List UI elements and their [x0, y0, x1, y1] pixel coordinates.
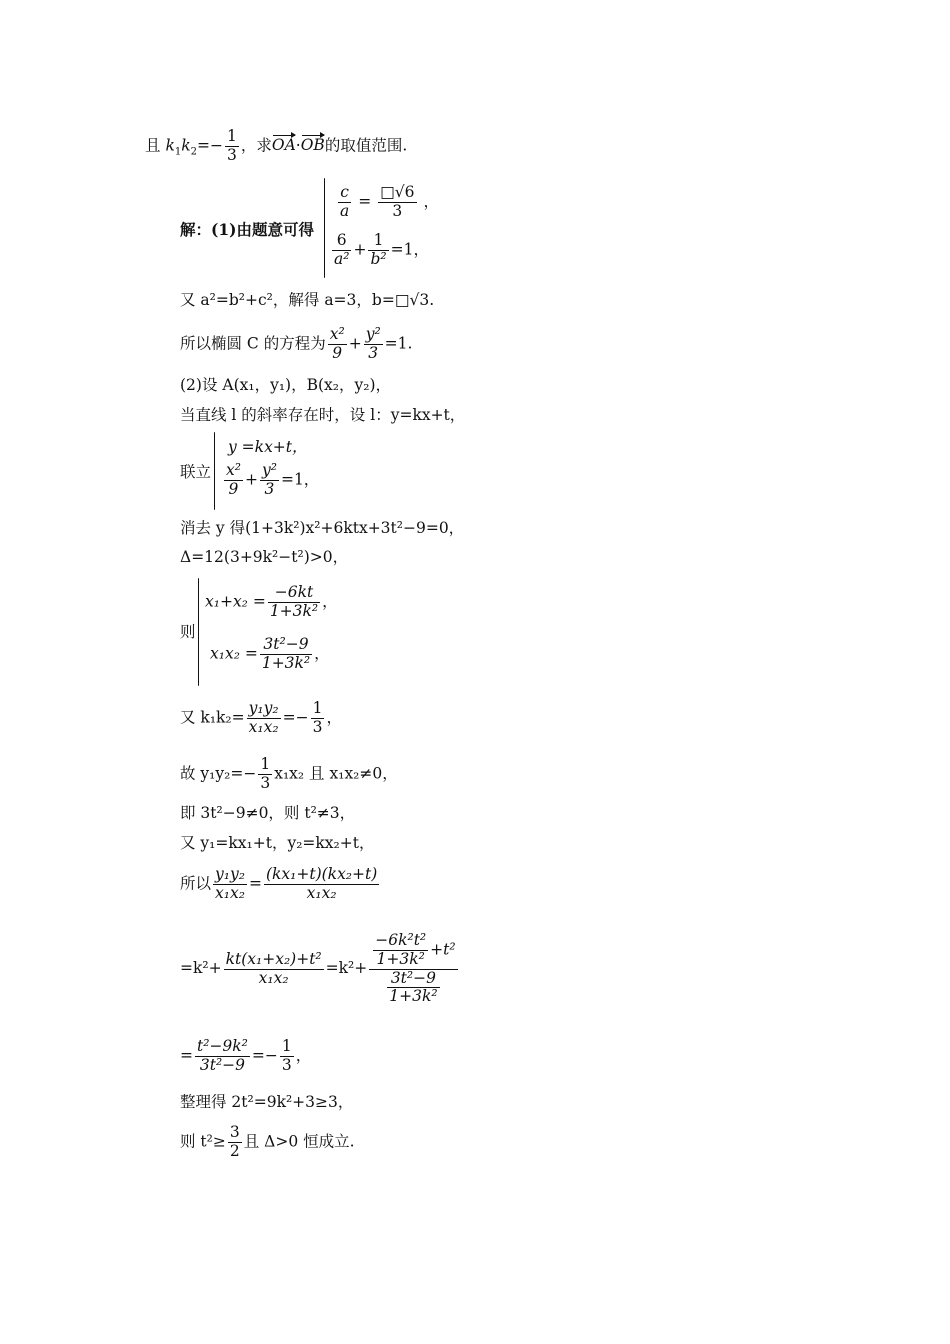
- plus: +: [348, 334, 362, 353]
- fraction: [224, 951, 324, 988]
- one-third: [280, 1038, 294, 1075]
- plus: +: [244, 470, 258, 489]
- den: x₁x₂: [248, 717, 279, 736]
- den: 3t²−9: [199, 1055, 246, 1074]
- y2-over-3: [364, 326, 383, 363]
- num: x²: [226, 461, 241, 479]
- six-over-a2: [332, 232, 351, 269]
- line-a2-equation: 又 a²=b²+c²，解得 a=3，b=□√3.: [180, 291, 435, 309]
- system3-row1: [205, 584, 338, 621]
- num: kt(x₁+x₂)+t²: [225, 949, 322, 968]
- den: 1+3k²: [376, 949, 425, 968]
- den: b²: [370, 249, 387, 268]
- tail: ，: [314, 644, 330, 663]
- num: 3t²−9: [387, 970, 439, 989]
- eq-sign: =−: [197, 136, 223, 155]
- lhs: x₁x₂ =: [210, 644, 258, 663]
- fraction: [195, 1038, 250, 1075]
- suoyi-line: [180, 866, 381, 903]
- k1-symbol: k: [165, 136, 175, 155]
- lhs: x₁+x₂ =: [205, 592, 266, 611]
- den: 1+3k²: [269, 601, 319, 620]
- expansion-line: [180, 932, 460, 1006]
- result-line: [180, 1038, 311, 1075]
- den: 3: [281, 1055, 292, 1074]
- pre: 则 t²≥: [180, 1132, 226, 1151]
- dot-product: ·: [295, 136, 301, 155]
- den: x₁x₂: [215, 883, 245, 902]
- post: 且 Δ>0 恒成立.: [243, 1132, 355, 1151]
- den: 1+3k²: [389, 987, 438, 1006]
- den: 1+3k²: [261, 653, 311, 672]
- tail: =1，: [390, 240, 429, 259]
- c-over-a: [338, 184, 351, 221]
- fraction: [268, 584, 320, 621]
- eq: =−: [251, 1046, 278, 1065]
- system2-row2: [222, 462, 319, 499]
- k1k2-line: [180, 700, 342, 737]
- frac-den: 3: [226, 145, 237, 164]
- num: (kx₁+t)(kx₂+t): [265, 865, 378, 883]
- slope-exists-line: 当直线 l 的斜率存在时，设 l：y=kx+t，: [180, 406, 466, 424]
- post: =1.: [384, 334, 413, 353]
- discriminant-line: Δ=12(3+9k²−t²)>0，: [180, 548, 349, 566]
- num: 6: [332, 232, 351, 251]
- text-mid: ，求: [240, 136, 272, 155]
- pre: =: [180, 1046, 193, 1065]
- den: 3: [264, 479, 275, 498]
- num: −6kt: [268, 584, 320, 603]
- k2-symbol: k: [181, 136, 191, 155]
- zhengli-line: 整理得 2t²=9k²+3≥3，: [180, 1093, 354, 1111]
- num: y²: [261, 461, 277, 479]
- eq: =k²+: [325, 959, 368, 978]
- num: t²−9k²: [197, 1037, 248, 1055]
- system1-row2: [330, 232, 429, 269]
- num: 3t²−9: [260, 636, 312, 655]
- x2-over-9: [224, 462, 243, 499]
- system1-row1: [336, 184, 439, 221]
- tail: +t²: [430, 940, 456, 959]
- system2-row1: y =kx+t，: [228, 438, 308, 456]
- tail: ，: [326, 708, 342, 727]
- root6-over-3: [378, 184, 416, 221]
- ze-label: 则: [180, 623, 196, 641]
- three-halves: [228, 1124, 242, 1161]
- ji-line: 即 3t²−9≠0，则 t²≠3，: [180, 804, 356, 822]
- den: a²: [334, 249, 350, 268]
- problem-condition-line: 且 $k_1k_2=-$ $\frac{1}{3}$ ，求OA·OB的取值范围.: [145, 127, 408, 164]
- num: 1: [368, 232, 388, 251]
- den: 3: [368, 343, 379, 362]
- pre: =k²+: [180, 959, 222, 978]
- frac-num: 1: [226, 127, 237, 145]
- eq: =: [358, 192, 372, 211]
- den: 9: [228, 479, 239, 498]
- pre: 所以椭圆 C 的方程为: [180, 334, 326, 353]
- num: c: [338, 184, 351, 203]
- num: y²: [365, 325, 381, 343]
- tail: ，: [322, 592, 338, 611]
- lianli-label: 联立: [180, 463, 212, 481]
- num: x²: [329, 325, 345, 343]
- den: a: [340, 201, 350, 220]
- pre: 又 k₁k₂=: [180, 708, 245, 727]
- eliminate-y-line: 消去 y 得(1+3k²)x²+6ktx+3t²−9=0，: [180, 519, 465, 537]
- part2-setup: (2)设 A(x₁，y₁)，B(x₂，y₂)，: [180, 376, 392, 394]
- vector-ob: OB: [300, 136, 325, 155]
- fraction: [213, 866, 247, 903]
- tail: ，: [295, 1046, 312, 1065]
- eq: =−: [282, 708, 309, 727]
- tail: =1，: [280, 470, 320, 489]
- one-over-b2: [368, 232, 388, 269]
- fraction: [260, 636, 312, 673]
- compound-den: [369, 970, 457, 1007]
- compound-num: [369, 932, 457, 970]
- num: y₁y₂: [215, 865, 245, 883]
- y2-over-3: [260, 462, 279, 499]
- num: □√6: [380, 183, 415, 201]
- num: y₁y₂: [248, 699, 279, 717]
- den: x₁x₂: [306, 883, 337, 902]
- line-ellipse-equation: [180, 326, 412, 363]
- post: x₁x₂ 且 x₁x₂≠0，: [274, 764, 398, 783]
- text-suffix: 的取值范围.: [324, 136, 408, 155]
- eq: =: [248, 874, 262, 893]
- you-y-line: 又 y₁=kx₁+t，y₂=kx₂+t，: [180, 834, 375, 852]
- solution-intro: 解：(1)由题意可得: [180, 220, 314, 239]
- fraction: [247, 700, 281, 737]
- num: 1: [312, 699, 323, 717]
- brace-system-1: [324, 178, 325, 278]
- fraction-one-third: [225, 128, 239, 165]
- den: 3: [312, 717, 323, 736]
- fraction-right: [264, 866, 379, 903]
- plus: +: [353, 240, 367, 259]
- den: 9: [332, 343, 343, 362]
- tail: ，: [423, 192, 439, 211]
- one-third: [311, 700, 325, 737]
- one-third: [258, 756, 272, 793]
- num: 3: [229, 1123, 240, 1141]
- num: 1: [260, 755, 271, 773]
- pre: 所以: [180, 874, 212, 893]
- num: −6k²t²: [375, 931, 427, 949]
- den: 2: [229, 1141, 240, 1160]
- system3-row2: [210, 636, 330, 673]
- compound-fraction: [369, 932, 457, 1006]
- brace-system-3: [198, 578, 199, 686]
- inner-fraction-den: [387, 970, 439, 1007]
- brace-system-2: [214, 432, 215, 510]
- den: x₁x₂: [258, 968, 289, 987]
- den: 3: [260, 773, 271, 792]
- text-prefix: 且: [145, 136, 166, 155]
- pre: 故 y₁y₂=−: [180, 764, 257, 783]
- vector-oa: OA: [271, 136, 296, 155]
- gu-line: [180, 756, 398, 793]
- den: 3: [392, 201, 403, 220]
- x2-over-9: [328, 326, 347, 363]
- final-line: [180, 1124, 355, 1161]
- num: 1: [281, 1037, 292, 1055]
- inner-fraction: [373, 932, 428, 969]
